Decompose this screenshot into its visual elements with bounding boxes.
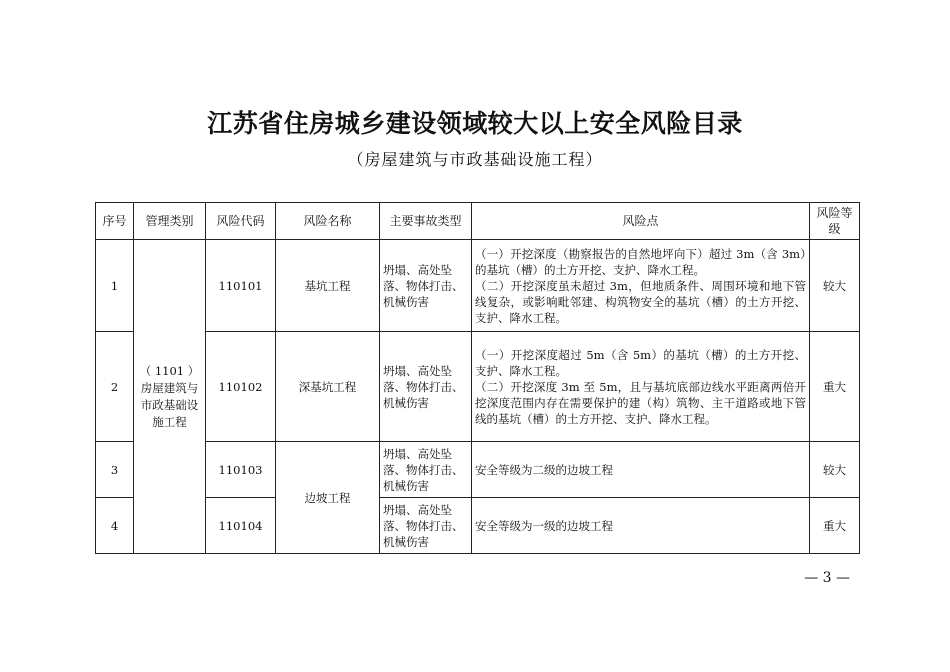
risk-code: 110103 [206, 442, 276, 498]
risk-point-item: 安全等级为二级的边坡工程 [475, 462, 613, 477]
risk-point-item: （一）开挖深度超过 5m（含 5m）的基坑（槽）的土方开挖、支护、降水工程。 [475, 347, 806, 378]
risk-point-item: （一）开挖深度（勘察报告的自然地坪向下）超过 3m（含 3m）的基坑（槽）的土方开挖、支护、降水工程。 [475, 246, 806, 277]
risk-name: 基坑工程 [276, 240, 380, 332]
risk-catalog-table [95, 202, 860, 554]
page-number: — 3 — [804, 570, 850, 586]
document-subtitle: （房屋建筑与市政基础设施工程） [347, 150, 603, 169]
table-row [96, 240, 860, 332]
risk-level: 较大 [810, 442, 860, 498]
risk-code: 110101 [206, 240, 276, 332]
risk-level: 重大 [810, 332, 860, 442]
management-category: （ 1101 ）房屋建筑与市政基础设施工程 [134, 240, 206, 554]
risk-point-item: （二）开挖深度 3m 至 5m，且与基坑底部边线水平距离两倍开挖深度范围内存在需要保护的建（构）筑物、主干道路或地下管线的基坑（槽）的土方开挖、支护、降水工程。 [475, 379, 806, 426]
row-no: 3 [96, 442, 134, 498]
risk-code: 110104 [206, 498, 276, 554]
row-no: 1 [96, 240, 134, 332]
risk-level: 较大 [810, 240, 860, 332]
risk-point-item: 安全等级为一级的边坡工程 [475, 518, 613, 533]
header-code: 风险代码 [206, 203, 276, 240]
row-no: 4 [96, 498, 134, 554]
table-header-row [96, 203, 860, 240]
risk-name: 边坡工程 [276, 442, 380, 554]
header-risk-point: 风险点 [472, 203, 810, 240]
risk-level: 重大 [810, 498, 860, 554]
header-risk-level: 风险等级 [810, 203, 860, 240]
accident-type: 坍塌、高处坠落、物体打击、机械伤害 [380, 240, 472, 332]
header-name: 风险名称 [276, 203, 380, 240]
risk-code: 110102 [206, 332, 276, 442]
accident-type: 坍塌、高处坠落、物体打击、机械伤害 [380, 332, 472, 442]
header-no: 序号 [96, 203, 134, 240]
accident-type: 坍塌、高处坠落、物体打击、机械伤害 [380, 442, 472, 498]
risk-name: 深基坑工程 [276, 332, 380, 442]
risk-points [472, 332, 810, 442]
header-category: 管理类别 [134, 203, 206, 240]
row-no: 2 [96, 332, 134, 442]
risk-points [472, 442, 810, 498]
risk-points [472, 498, 810, 554]
table-row [96, 332, 860, 442]
document-title: 江苏省住房城乡建设领域较大以上安全风险目录 [207, 109, 743, 138]
risk-points [472, 240, 810, 332]
table-row [96, 442, 860, 498]
risk-point-item: （二）开挖深度虽未超过 3m，但地质条件、周围环境和地下管线复杂，或影响毗邻建、构筑物安全的基坑（槽）的土方开挖、支护、降水工程。 [475, 278, 806, 325]
table-row [96, 498, 860, 554]
accident-type: 坍塌、高处坠落、物体打击、机械伤害 [380, 498, 472, 554]
header-accident-type: 主要事故类型 [380, 203, 472, 240]
